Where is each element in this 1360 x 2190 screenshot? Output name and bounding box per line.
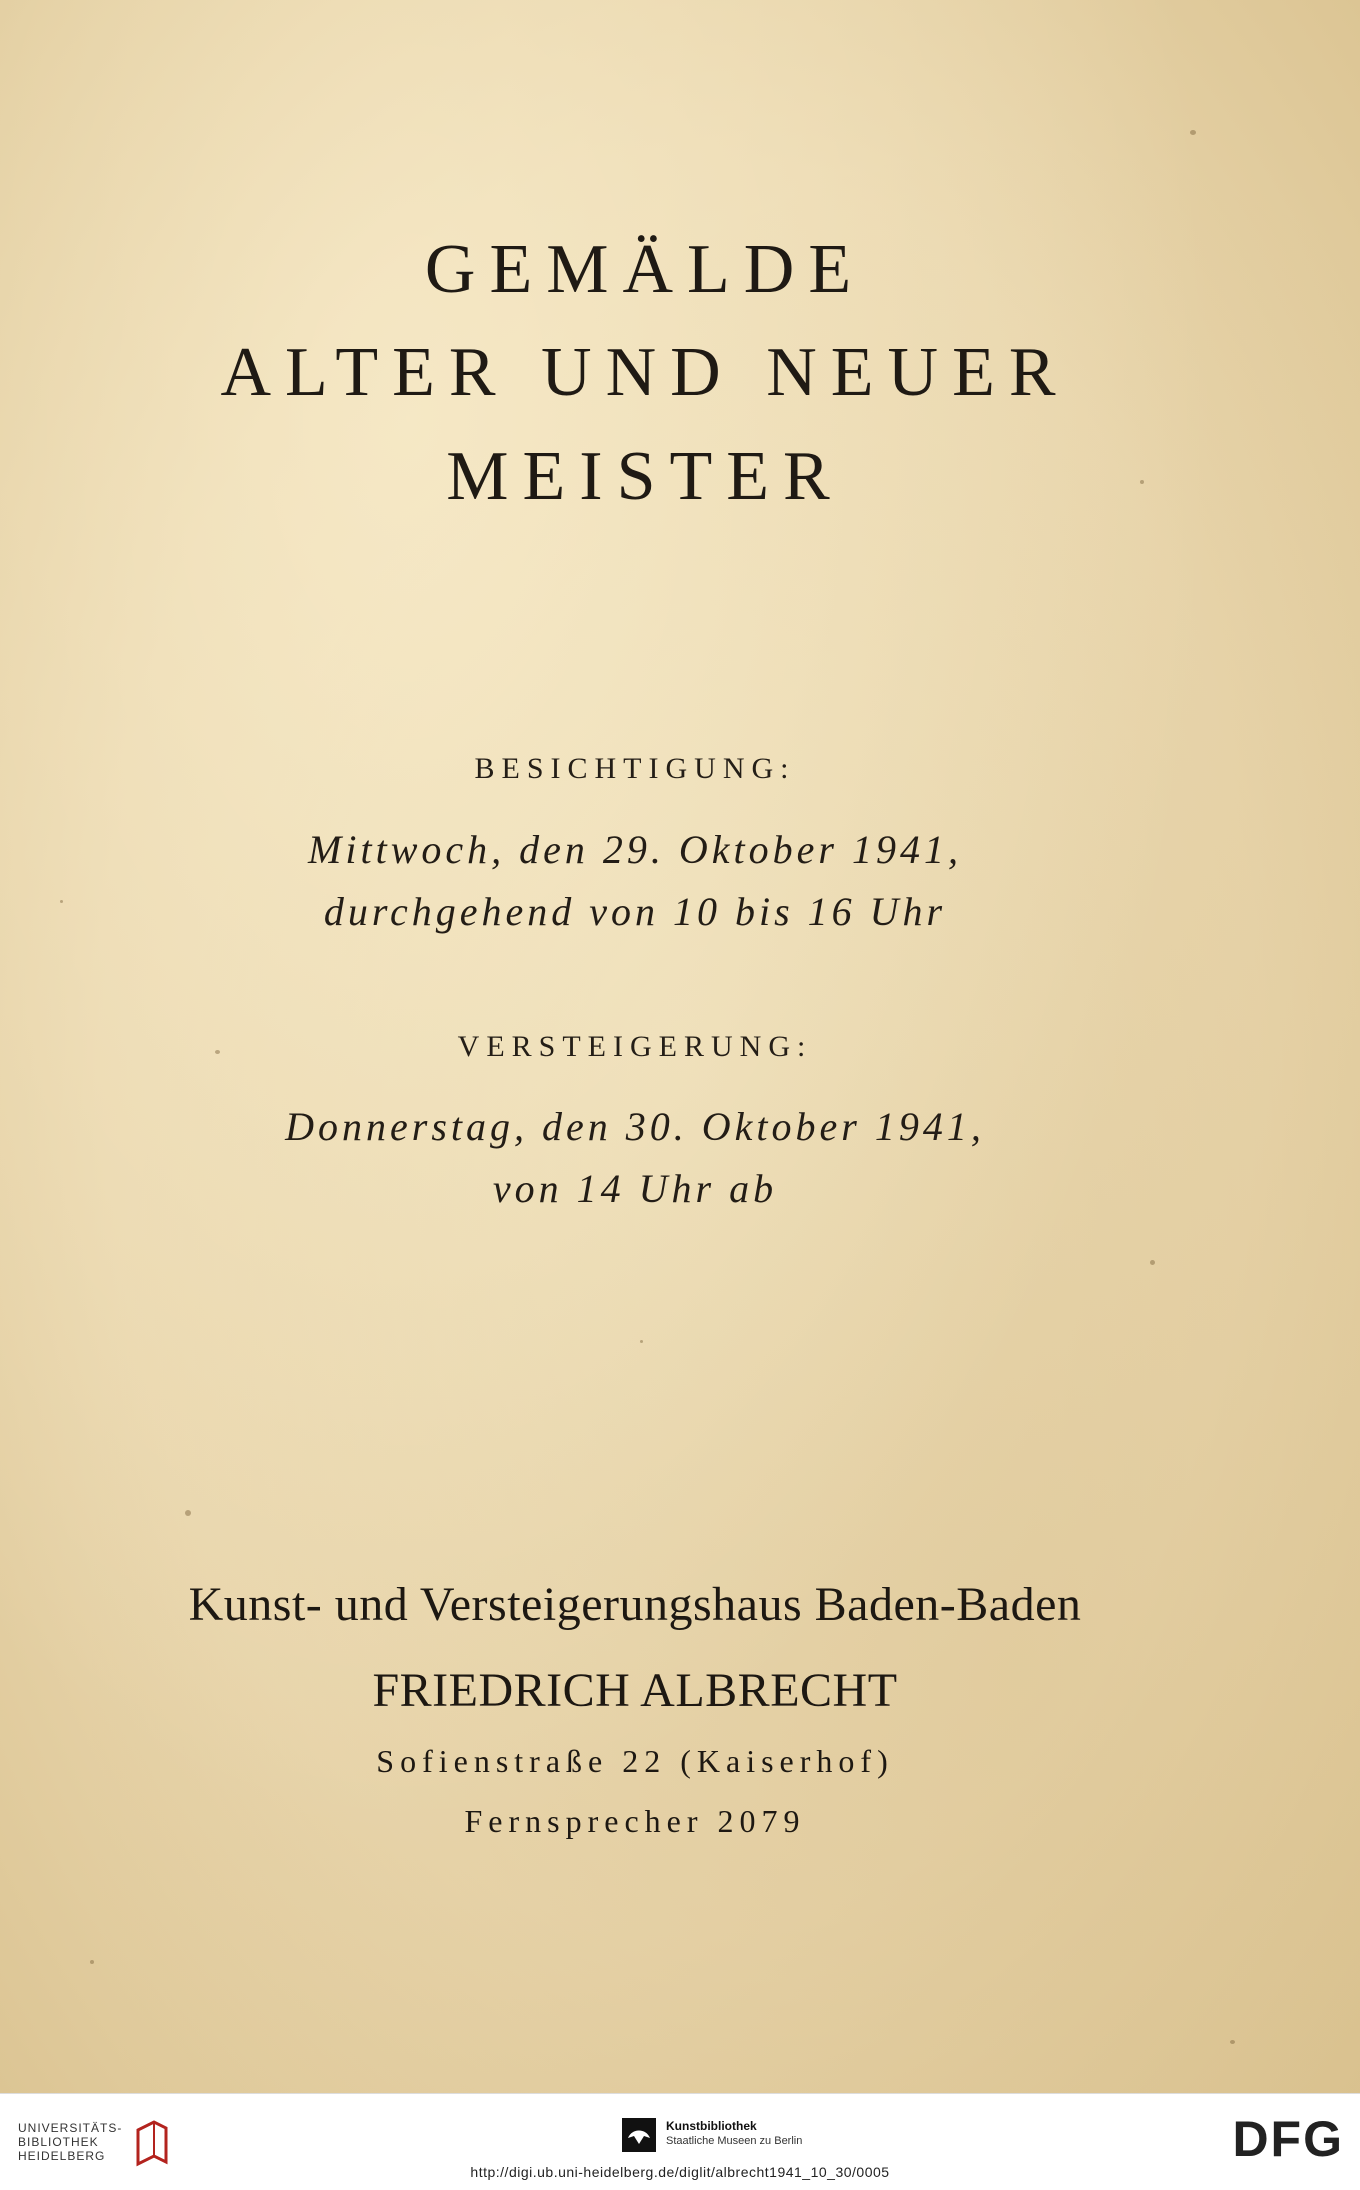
auction-house-address: Sofienstraße 22 (Kaiserhof) — [376, 1743, 894, 1779]
ub-heidelberg-logo[interactable] — [18, 2116, 172, 2168]
title-line-1: GEMÄLDE — [424, 231, 866, 308]
ub-book-icon — [132, 2116, 172, 2168]
viewing-hours: durchgehend von 10 bis 16 Uhr — [323, 889, 947, 934]
auction-house-name: Kunst- und Versteigerungshaus Baden-Baden — [188, 1578, 1082, 1631]
ub-line-2: BIBLIOTHEK — [18, 2135, 99, 2149]
kb-subtitle: Staatliche Museen zu Berlin — [666, 2135, 803, 2147]
auction-house-phone: Fernsprecher 2079 — [464, 1803, 806, 1839]
kb-title: Kunstbibliothek — [666, 2119, 757, 2133]
title-line-3: MEISTER — [446, 438, 844, 515]
ub-line-1: UNIVERSITÄTS- — [18, 2121, 123, 2135]
eagle-icon — [622, 2118, 656, 2152]
source-url[interactable]: http://digi.ub.uni-heidelberg.de/diglit/albrecht1941_10_30/0005 — [470, 2164, 890, 2180]
auction-date: Donnerstag, den 30. Oktober 1941, — [285, 1104, 985, 1149]
viewing-label: BESICHTIGUNG: — [474, 752, 796, 785]
auction-time: von 14 Uhr ab — [492, 1166, 778, 1211]
title-line-2: ALTER UND NEUER — [220, 334, 1070, 411]
viewing-date: Mittwoch, den 29. Oktober 1941, — [308, 827, 962, 872]
kunstbibliothek-logo[interactable] — [622, 2118, 802, 2152]
dfg-logo[interactable]: DFG — [1232, 2111, 1344, 2167]
auction-label: VERSTEIGERUNG: — [457, 1030, 813, 1063]
ub-line-3: HEIDELBERG — [18, 2149, 106, 2163]
digitization-footer — [0, 2093, 1360, 2190]
auction-house-owner: FRIEDRICH ALBRECHT — [372, 1664, 898, 1717]
